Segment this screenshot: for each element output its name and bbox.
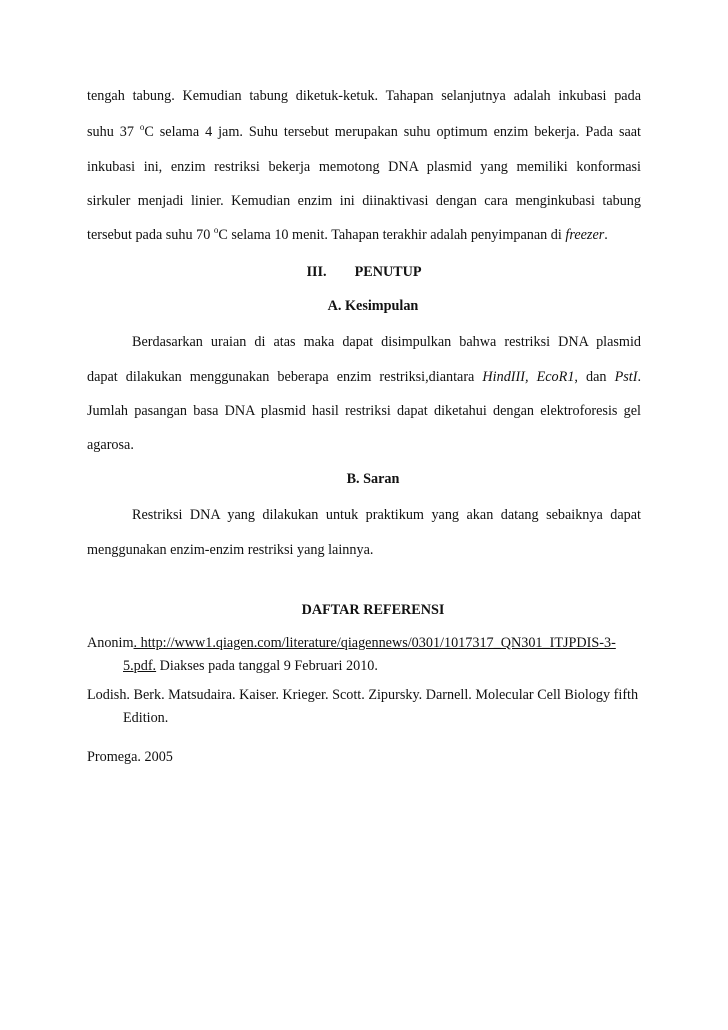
paragraph-line	[87, 225, 641, 245]
subheading-saran	[96, 469, 650, 489]
section-title: PENUTUP	[354, 264, 422, 280]
text: sirkuler menjadi linier. Kemudian enzim ini diinaktivasi dengan cara menginkubasi tabung	[87, 193, 641, 209]
paragraph-line	[87, 540, 641, 560]
text: DAFTAR REFERENSI	[301, 602, 445, 618]
text: .	[604, 227, 608, 243]
reference-item	[87, 746, 641, 769]
text: , dan	[574, 369, 615, 385]
text: menggunakan enzim-enzim restriksi yang lainnya.	[87, 542, 374, 558]
text: Restriksi DNA yang dilakukan untuk praktikum yang akan datang sebaiknya dapat	[132, 507, 641, 523]
paragraph-line	[87, 505, 641, 545]
text: Lodish. Berk. Matsudaira. Kaiser. Krieger. Scott. Zipursky. Darnell. Molecular Cell Biology fifth Edition.	[87, 687, 639, 726]
text: B. Saran	[346, 471, 400, 487]
text: suhu 37	[87, 124, 140, 140]
subheading-kesimpulan	[96, 296, 650, 316]
degree-sign: o	[139, 122, 145, 132]
enzyme-name: PstI	[614, 369, 638, 385]
references-heading	[96, 600, 650, 620]
enzyme-name: HindIII,	[482, 369, 529, 385]
text: tersebut pada suhu 70	[87, 227, 214, 243]
text: A. Kesimpulan	[327, 298, 419, 314]
reference-link[interactable]: . http://www1.qiagen.com/literature/qiagennews/0301/1017317_QN301_ITJPDIS-3-5.pdf.	[123, 635, 616, 674]
text: Jumlah pasangan basa DNA plasmid hasil restriksi dapat diketahui dengan elektroforesis gel	[87, 403, 641, 419]
paragraph-line	[87, 122, 641, 162]
paragraph-line	[87, 86, 641, 126]
text: Anonim	[87, 635, 134, 651]
paragraph-line	[87, 435, 641, 455]
paragraph-line	[87, 332, 641, 372]
text: .	[637, 369, 641, 385]
text: C selama 10 menit. Tahapan terakhir adalah penyimpanan di	[218, 227, 566, 243]
text: tengah tabung. Kemudian tabung diketuk-ketuk. Tahapan selanjutnya adalah inkubasi pada	[87, 88, 641, 104]
italic-term: freezer	[565, 227, 605, 243]
reference-item	[87, 632, 641, 678]
text: C selama 4 jam. Suhu tersebut merupakan suhu optimum enzim bekerja. Pada saat	[144, 124, 641, 140]
text: inkubasi ini, enzim restriksi bekerja memotong DNA plasmid yang memiliki konformasi	[87, 159, 641, 175]
enzyme-name: EcoR1	[536, 369, 575, 385]
reference-item	[87, 684, 641, 730]
text: agarosa.	[87, 437, 134, 453]
degree-sign: o	[213, 225, 219, 235]
text: Promega. 2005	[87, 749, 173, 765]
text: dapat dilakukan menggunakan beberapa enzim restriksi,diantara	[87, 369, 483, 385]
text: Berdasarkan uraian di atas maka dapat disimpulkan bahwa restriksi DNA plasmid	[132, 334, 641, 350]
section-heading	[87, 262, 641, 282]
section-number: III.	[306, 264, 327, 280]
text: Diakses pada tanggal 9 Februari 2010.	[156, 658, 378, 674]
